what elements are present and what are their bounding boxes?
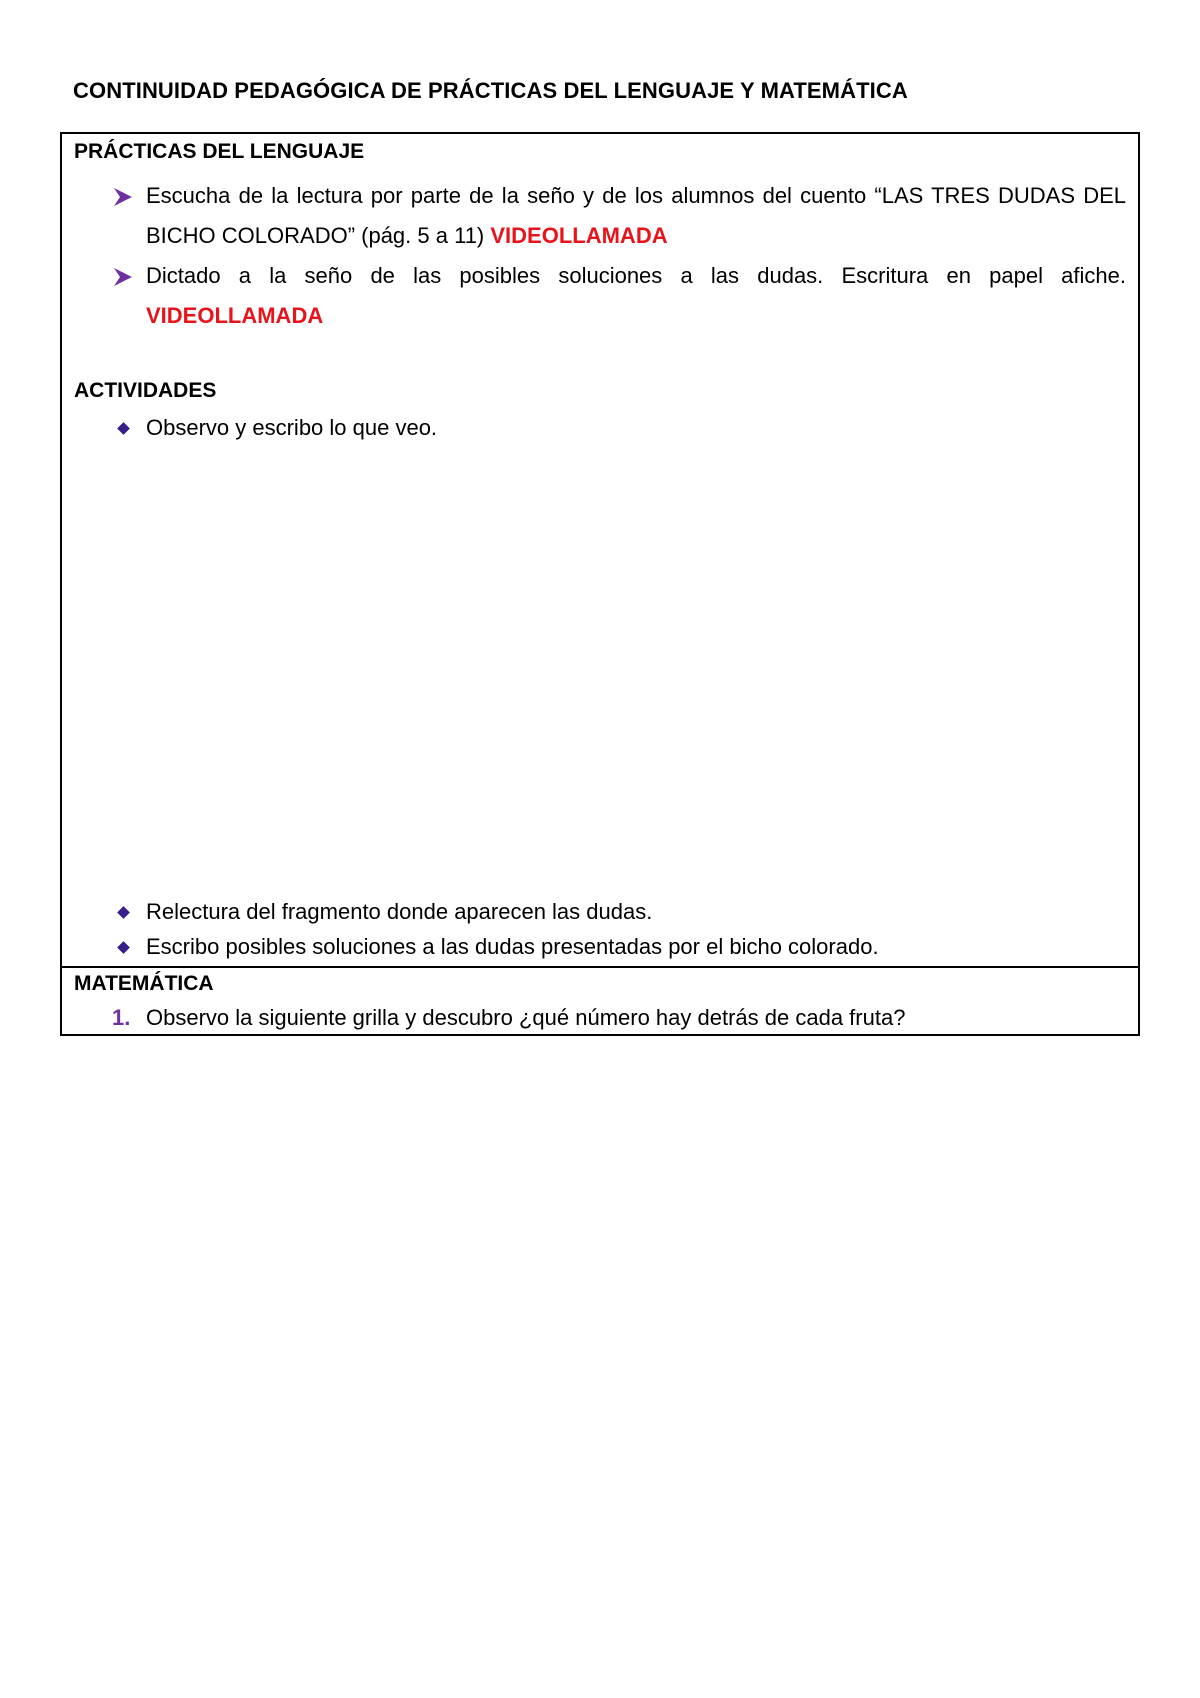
table-row-divider: [62, 966, 1138, 968]
list-number: 1.: [112, 1005, 131, 1030]
videollamada-tag: VIDEOLLAMADA: [490, 223, 668, 248]
list-item-text: Observo la siguiente grilla y descubro ¿qué número hay detrás de cada fruta?: [146, 1005, 906, 1030]
list-item-text: Relectura del fragmento donde aparecen las dudas.: [146, 899, 653, 924]
arrow-bullet-icon: [112, 256, 142, 296]
page-title: CONTINUIDAD PEDAGÓGICA DE PRÁCTICAS DEL LENGUAJE Y MATEMÁTICA: [73, 78, 908, 103]
list-item-text: Escucha de la lectura por parte de la seño y de los alumnos del cuento “LAS TRES DUDAS DEL BICHO COLORADO” (pág. 5 a 11) VIDEOLLAMADA: [146, 183, 1126, 248]
list-item: [112, 929, 879, 965]
list-item: [112, 894, 652, 930]
arrow-bullet-icon: [112, 176, 142, 216]
lenguaje-heading: PRÁCTICAS DEL LENGUAJE: [74, 140, 365, 163]
videollamada-tag: VIDEOLLAMADA: [146, 303, 324, 328]
diamond-bullet-icon: [117, 941, 130, 954]
list-item-text: Observo y escribo lo que veo.: [146, 415, 438, 440]
list-item-text: Escribo posibles soluciones a las dudas presentadas por el bicho colorado.: [146, 934, 879, 959]
list-item: [112, 410, 437, 446]
actividades-heading: ACTIVIDADES: [74, 379, 217, 402]
list-item-text: Dictado a la seño de las posibles soluciones a las dudas. Escritura en papel afiche. VIDEOLLAMADA: [146, 263, 1126, 328]
content-table: [60, 132, 1140, 1036]
list-item: [112, 256, 1126, 336]
list-item: [112, 176, 1126, 256]
diamond-bullet-icon: [117, 422, 130, 435]
diamond-bullet-icon: [117, 906, 130, 919]
matematica-heading: MATEMÁTICA: [74, 972, 214, 995]
list-item: [112, 1000, 905, 1036]
